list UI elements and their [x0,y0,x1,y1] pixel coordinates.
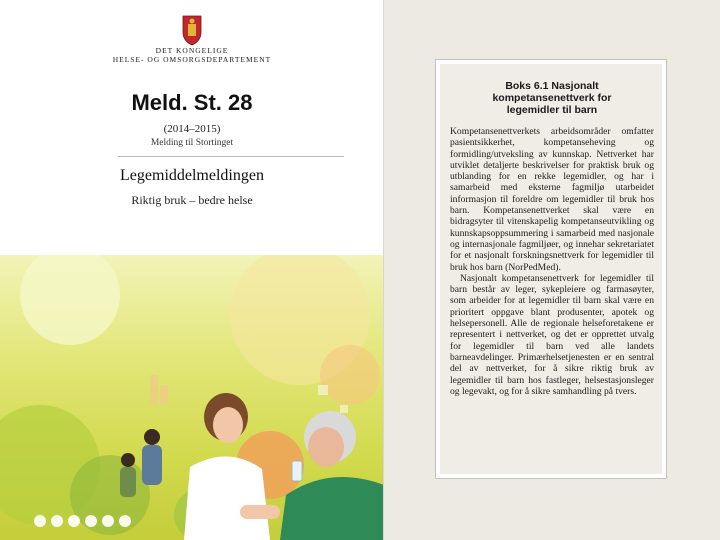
cover-illustration [0,255,384,540]
stethoscope-icon [68,515,80,527]
report-number: Meld. St. 28 [131,90,253,115]
info-box-title-line2: kompetansenettverk for [492,92,612,104]
royal-crest-icon [179,14,205,46]
pharmacy-icon [51,515,63,527]
info-box [435,59,667,479]
info-box-body [450,126,654,397]
department-name-line1: DET KONGELIGE [155,46,229,55]
info-box-title [450,80,654,116]
pill-icon [34,515,46,527]
info-box-paragraph-2: Nasjonalt kompetansenettverk for legemidler til barn består av leger, sykepleiere og farmasøyter, som arbeider for at legemidler til barn skal være en prioritert oppgave blant produsenter, apotek og helsepersonell. Alle de regionale helseforetakene er representert i nettverket, og det er opprettet utvalg for legemidler til barn ved alle landets barneavdelinger. Primærhelsetjenesten er en sentral del av nettverket, for å sikre riktig bruk av legemidler til barn hos fastleger, helsestasjonsleger og legevakt, og for å sikre samhandling på tvers. [450,272,654,397]
theme-icons-row [34,515,131,527]
info-box-paragraph-1: Kompetansenettverkets arbeidsområder omfatter pasientsikkerhet, kompetanseheving og formidling/utveksling av kunnskap. Nettverket har utviklet detaljerte beskrivelser for praktisk bruk og utblanding for en rekke legemidler, og har i samarbeid med eksterne fagmiljø utarbeidet informasjon til foreldre om legemidler til bruk hos barn. Kompetansenettverket skal være en bidragsyter til vitenskapelig kompetanseutvikling og kunnskapsoppsummering i samarbeid med nasjonale og internasjonale fagmiljøer, og innehar sekretariatet for et nasjonalt forskningsnettverk for legemidler til bruk hos barn (NorPedMed). [450,126,654,273]
info-box-title-line1: Boks 6.1 Nasjonalt [505,80,599,92]
report-type: Melding til Stortinget [150,138,234,148]
report-subtitle: Riktig bruk – bedre helse [131,193,253,207]
syringe-icon [85,515,97,527]
report-title: Legemiddelmeldingen [120,167,264,184]
report-session-years: (2014–2015) [163,123,221,135]
tooth-icon [102,515,114,527]
care-scene-illustration [0,255,384,540]
info-box-content [440,64,662,474]
department-name-line2: HELSE- OG OMSORGSDEPARTEMENT [112,55,272,64]
plus-icon [119,515,131,527]
info-box-title-line3: legemidler til barn [506,104,598,116]
title-divider [118,156,344,157]
